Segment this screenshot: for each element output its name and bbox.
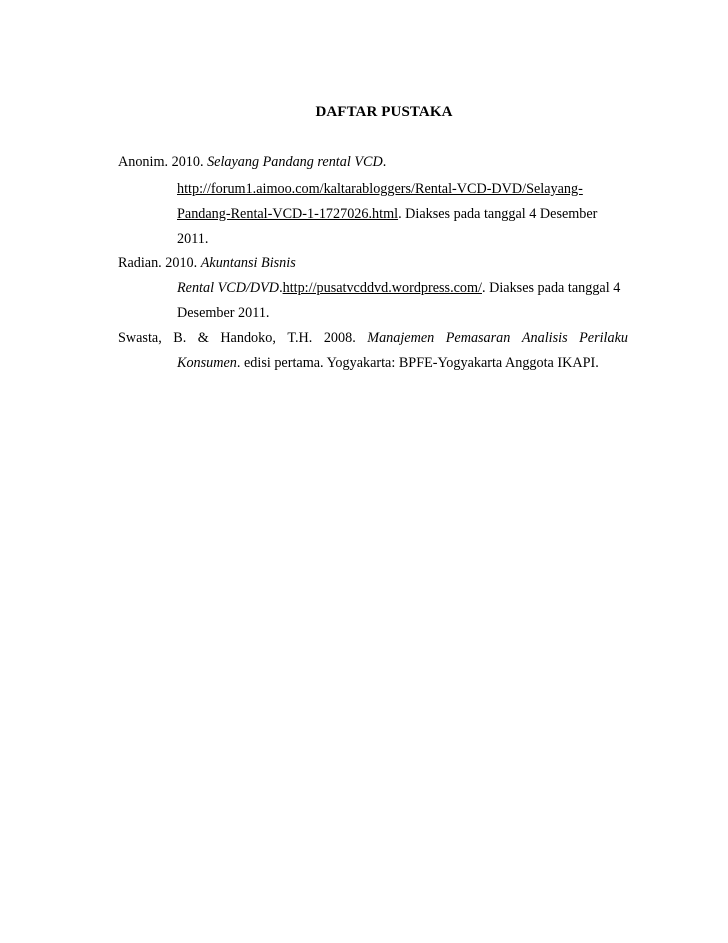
ref-swasta-word-6: 2008. [323, 330, 356, 346]
ref-radian-prefix: Radian. 2010. [118, 255, 198, 271]
page-title: DAFTAR PUSTAKA [315, 104, 453, 120]
ref-anonim-line-2 [177, 180, 583, 198]
ref-swasta-line-1 [118, 329, 628, 347]
ref-radian-line-2 [177, 279, 620, 297]
ref-radian-line-3 [177, 304, 269, 322]
ref-radian-line-1 [118, 254, 296, 272]
ref-anonim-line-3 [177, 205, 597, 223]
ref-anonim-access: . Diakses pada tanggal 4 Desember [398, 206, 598, 222]
ref-swasta-title-part2: Konsumen [177, 355, 237, 371]
ref-radian-sep: . [279, 280, 283, 296]
ref-swasta-word-1: Swasta, [118, 330, 162, 346]
ref-swasta-word-5: T.H. [287, 330, 313, 346]
ref-swasta-word-3: & [197, 330, 209, 346]
ref-swasta-title-word-1: Manajemen [367, 330, 435, 346]
ref-radian-title-part1: Akuntansi Bisnis [200, 255, 296, 271]
ref-radian-access: . Diakses pada tanggal 4 [482, 280, 621, 296]
ref-radian-access-end: Desember 2011. [177, 305, 270, 321]
ref-anonim-title: Selayang Pandang rental VCD [207, 154, 383, 170]
ref-anonim-url-part2[interactable]: Pandang-Rental-VCD-1-1727026.html [177, 206, 399, 222]
ref-swasta-title-word-2: Pemasaran [445, 330, 511, 346]
ref-radian-url[interactable]: http://pusatvcddvd.wordpress.com/ [282, 280, 482, 296]
ref-swasta-line-2 [177, 354, 599, 372]
ref-anonim-line-1 [118, 153, 386, 171]
ref-anonim-url-part1[interactable]: http://forum1.aimoo.com/kaltarabloggers/Rental-VCD-DVD/Selayang- [177, 181, 583, 197]
ref-swasta-title-word-4: Perilaku [579, 330, 628, 346]
ref-swasta-word-2: B. [173, 330, 187, 346]
ref-anonim-year-end: 2011. [177, 231, 209, 247]
ref-swasta-title-word-3: Analisis [521, 330, 568, 346]
ref-anonim-line-4 [177, 230, 208, 248]
ref-anonim-title-end: . [382, 154, 387, 170]
ref-anonim-prefix: Anonim. 2010. [118, 154, 204, 170]
ref-swasta-word-4: Handoko, [220, 330, 276, 346]
ref-swasta-rest: . edisi pertama. Yogyakarta: BPFE-Yogyakarta Anggota IKAPI. [236, 355, 599, 371]
ref-radian-title-part2: Rental VCD/DVD [177, 280, 280, 296]
